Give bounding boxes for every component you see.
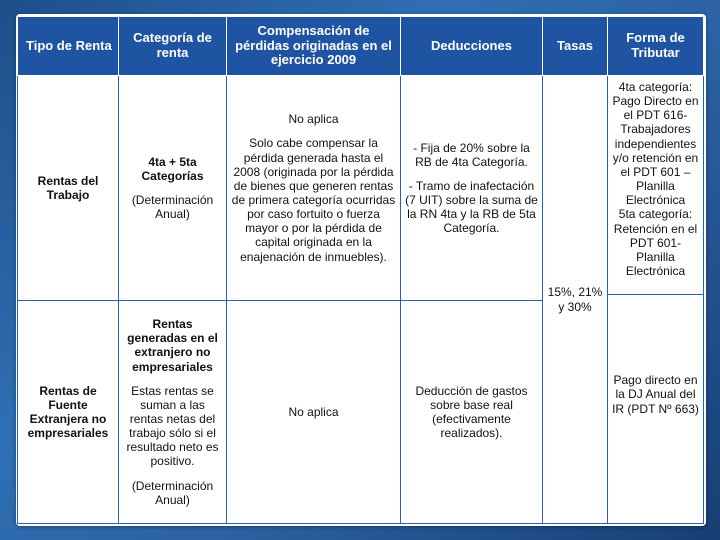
header-compensacion: Compensación de pérdidas originadas en el ejercicio 2009 — [227, 17, 401, 76]
cell-categoria — [119, 301, 227, 524]
cell-compensacion — [227, 76, 401, 301]
cell-deducciones — [401, 301, 543, 524]
forma-2: 5ta categoría: Retención en el PDT 601-Planilla Electrónica — [613, 207, 698, 279]
header-deducciones: Deducciones — [401, 17, 543, 76]
header-tasas: Tasas — [543, 17, 608, 76]
tax-table — [17, 16, 704, 524]
compensacion-text: Solo cabe compensar la pérdida generada hasta el 2008 (originada por la pérdida de bienes que generen rentas de primera categoría ocurridas por caso fortuito o fuerza mayor o por la pérdida de capital originada en la enajenación de inmuebles). — [231, 136, 396, 264]
deducciones-1: - Fija de 20% sobre la RB de 4ta Categoría. — [413, 140, 530, 169]
tasas-value: 15%, 21% y 30% — [547, 285, 603, 314]
categoria-text: Estas rentas se suman a las rentas netas del trabajo sólo si el resultado neto es positivo. — [126, 383, 219, 469]
categoria-main: 4ta + 5ta Categorías — [141, 154, 204, 183]
cell-tasas — [543, 76, 608, 524]
header-categoria: Categoría de renta — [119, 17, 227, 76]
header-row — [18, 17, 704, 76]
categoria-note: (Determinación Anual) — [131, 193, 214, 222]
tipo-label: Rentas de Fuente Extranjera no empresariales — [27, 383, 109, 441]
cell-categoria — [119, 76, 227, 301]
deducciones-text: Deducción de gastos sobre base real (efectivamente realizados). — [415, 383, 528, 441]
compensacion-title: No aplica — [288, 112, 339, 127]
categoria-note: (Determinación Anual) — [131, 478, 214, 507]
forma-1: 4ta categoría: Pago Directo en el PDT 616-Trabajadores independientes y/o retención en el PDT 601 – Planilla Electrónica — [612, 80, 699, 208]
header-forma-de-tributar: Forma de Tributar — [608, 17, 704, 76]
compensacion-text: No aplica — [288, 404, 339, 419]
cell-forma — [608, 76, 704, 524]
deducciones-2: - Tramo de inafectación (7 UIT) sobre la suma de la RN 4ta y la RB de 5ta Categoría. — [405, 178, 538, 236]
cell-tipo — [18, 301, 119, 524]
cell-compensacion — [227, 301, 401, 524]
header-tipo-de-renta: Tipo de Renta — [18, 17, 119, 76]
categoria-main: Rentas generadas en el extranjero no empresariales — [127, 317, 218, 374]
forma-pago-directo: Pago directo en la DJ Anual del IR (PDT Nº 663) — [612, 373, 699, 416]
table-row-rentas-trabajo — [18, 76, 704, 301]
cell-tipo — [18, 76, 119, 301]
cell-deducciones — [401, 76, 543, 301]
tipo-label: Rentas del Trabajo — [37, 173, 99, 202]
